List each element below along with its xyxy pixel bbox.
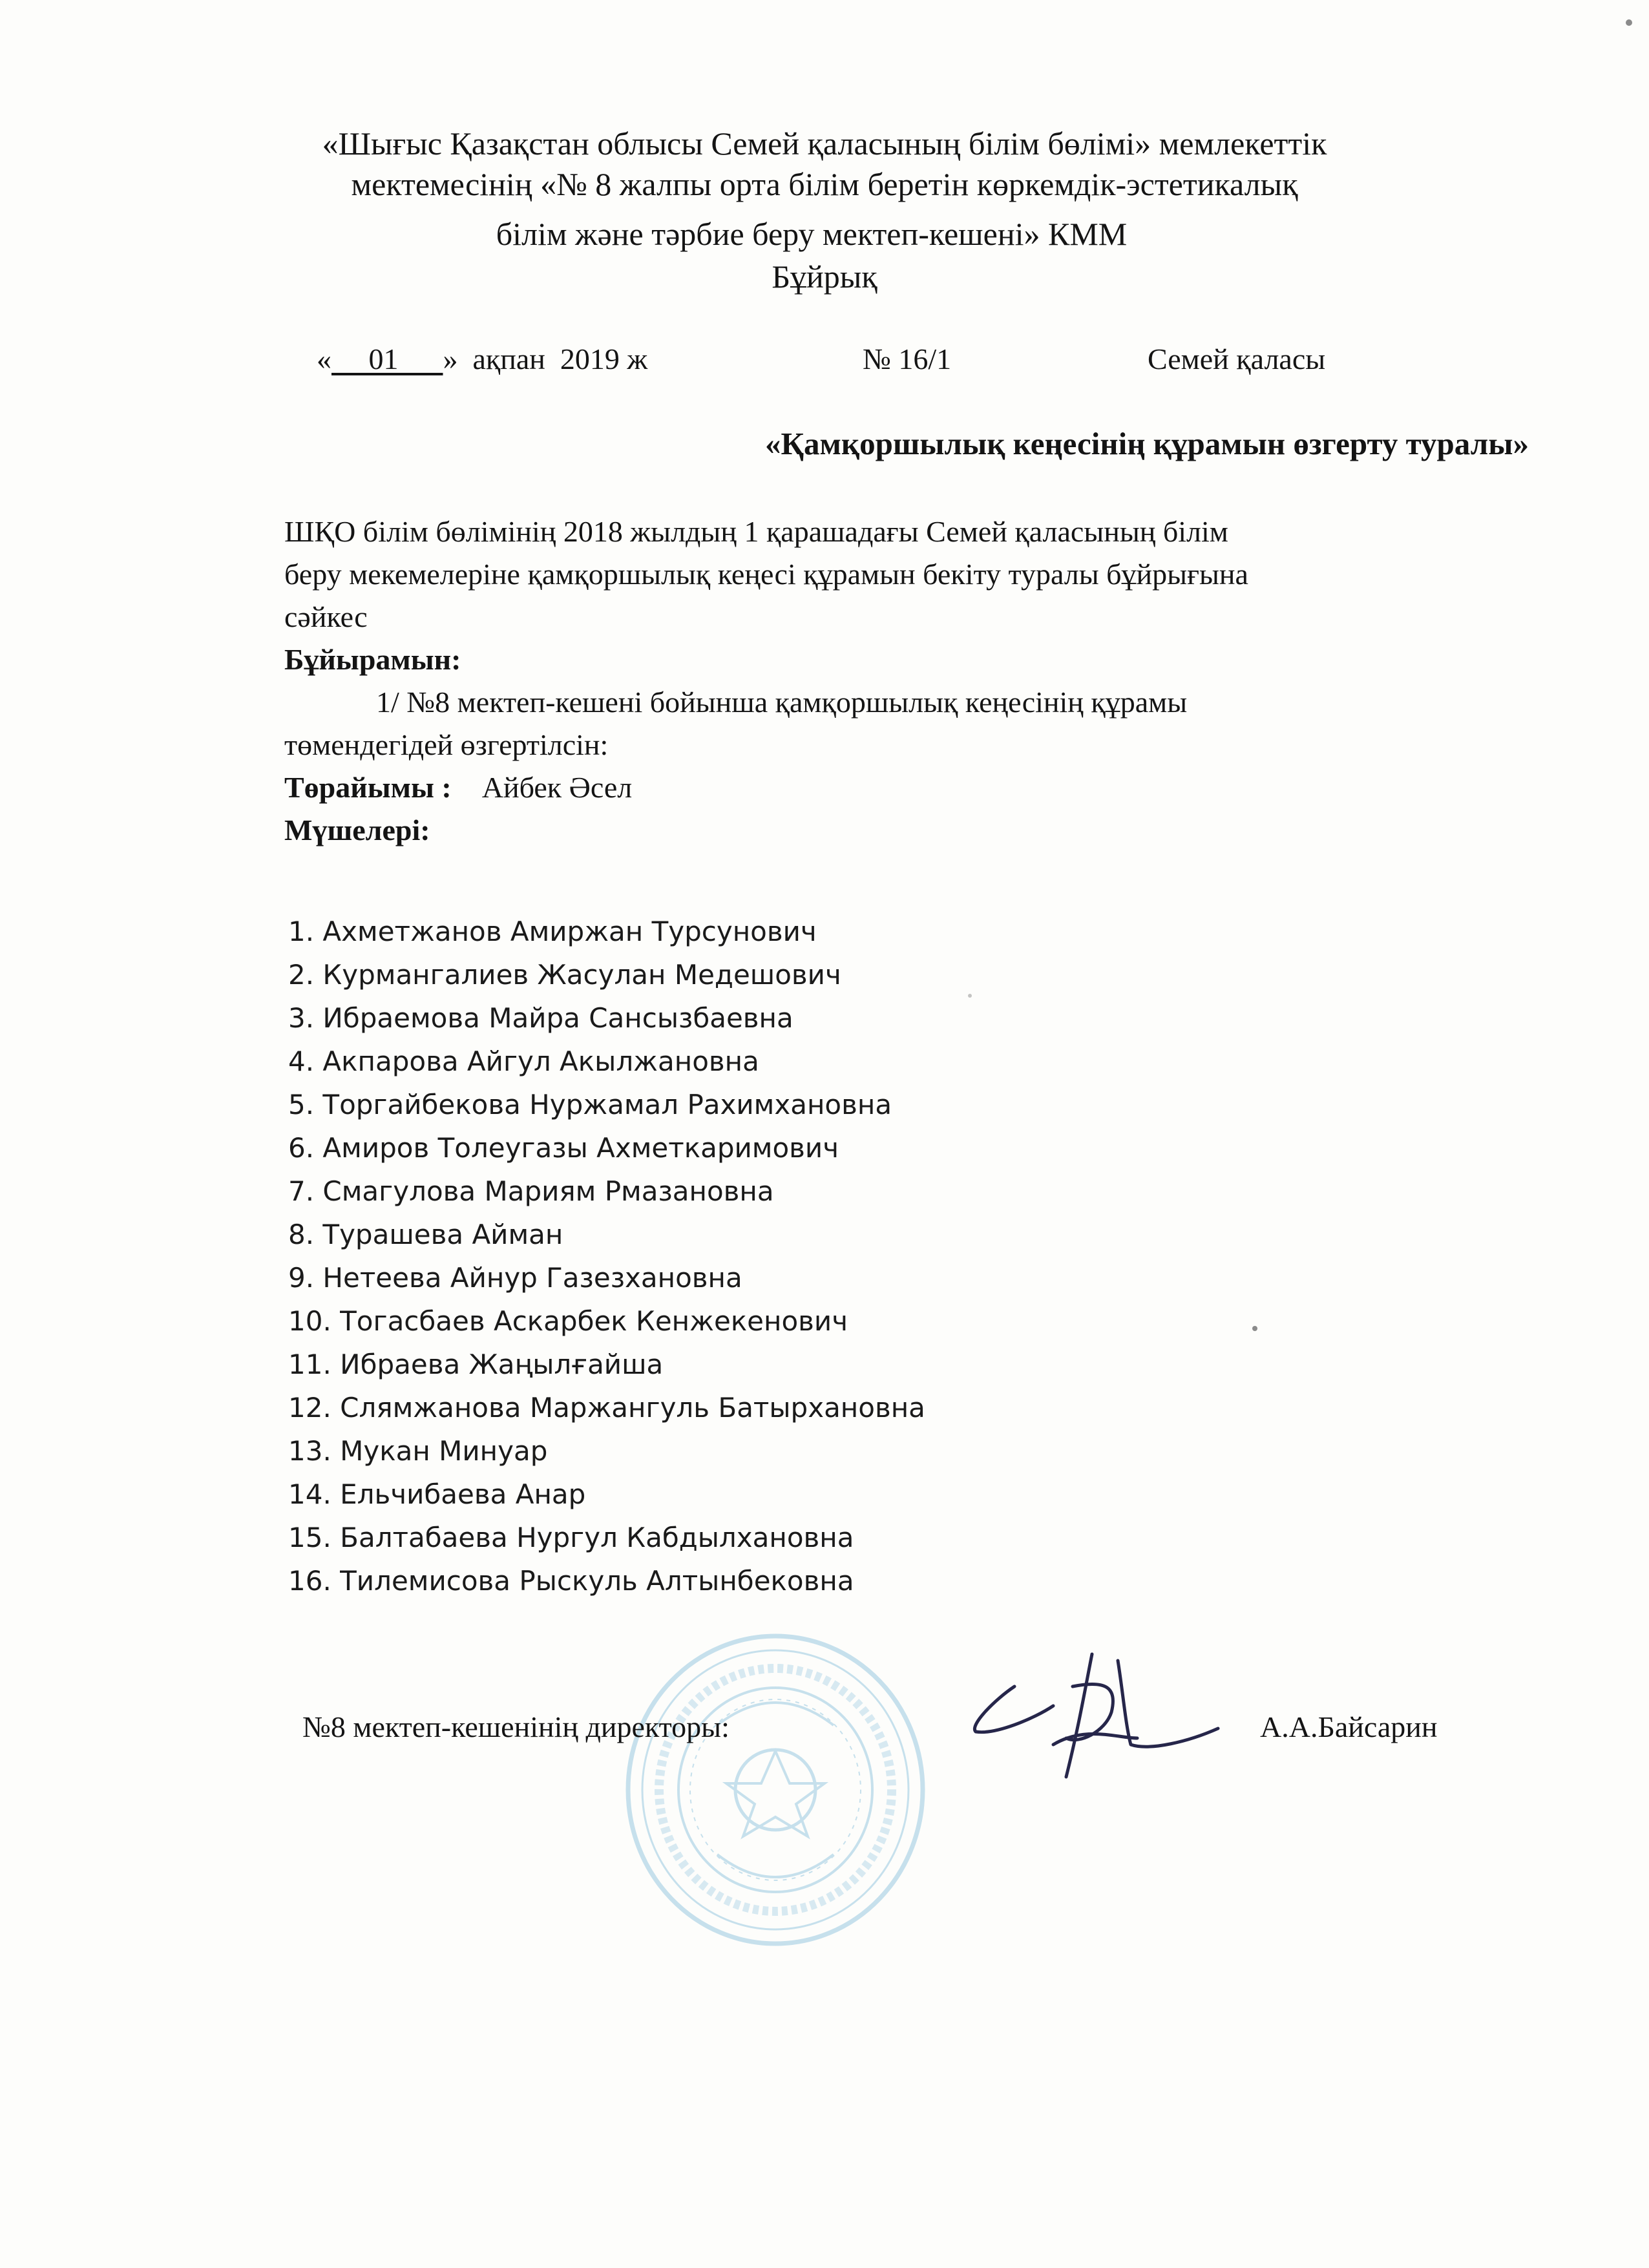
header-line-2: мектемесінің «№ 8 жалпы орта білім беретін көркемдік-эстетикалық [351, 166, 1298, 202]
date-close-quote: » [443, 342, 458, 375]
list-item: 4. Акпарова Айгул Акылжановна [288, 1045, 759, 1077]
list-item: 8. Турашева Айман [288, 1219, 563, 1250]
members-label: Мүшелері: [284, 814, 430, 846]
date-day: 01 [331, 342, 443, 375]
order-subject: «Қамқоршылық кеңесінің құрамын өзгерту туралы» [764, 426, 1529, 461]
list-item: 13. Мукан Минуар [288, 1435, 548, 1467]
list-item: 16. Тилемисова Рыскуль Алтынбековна [288, 1565, 854, 1597]
header-line-3: білім және тәрбие беру мектеп-кешені» КММ [496, 216, 1128, 252]
list-item: 9. Нетеева Айнур Газезхановна [288, 1262, 742, 1294]
list-item: 6. Амиров Толеугазы Ахметкаримович [288, 1132, 839, 1164]
preamble-line-1: ШҚО білім бөлімінің 2018 жылдың 1 қарашадағы Семей қаласының білім [284, 515, 1228, 548]
preamble-line-3: сәйкес [284, 600, 368, 633]
clause-line-1: 1/ №8 мектеп-кешені бойынша қамқоршылық кеңесінің құрамы [376, 686, 1188, 719]
order-city: Семей қаласы [1148, 342, 1326, 375]
list-item: 12. Слямжанова Маржангуль Батырхановна [288, 1392, 925, 1423]
chair-label: Төрайымы : [284, 771, 452, 804]
members-list [288, 910, 925, 1602]
order-label: Бұйырамын: [284, 643, 461, 676]
chair-name: Айбек Әсел [481, 771, 633, 804]
list-item: 11. Ибраева Жаңылғайша [288, 1349, 664, 1380]
date-open-quote: « [317, 342, 331, 375]
list-item: 3. Ибраемова Майра Сансызбаевна [288, 1002, 793, 1034]
director-name: А.А.Байсарин [1260, 1710, 1438, 1743]
list-item: 2. Курмангалиев Жасулан Медешович [288, 959, 841, 991]
chair-row [284, 766, 632, 809]
list-item: 5. Торгайбекова Нуржамал Рахимхановна [288, 1089, 892, 1120]
order-number: № 16/1 [863, 342, 952, 375]
date-month-year: ақпан 2019 ж [457, 342, 648, 375]
list-item: 14. Ельчибаева Анар [288, 1478, 586, 1510]
signature-icon [956, 1648, 1228, 1803]
order-date [317, 341, 647, 377]
scan-speck [1252, 1326, 1257, 1331]
list-item: 7. Смагулова Мариям Рмазановна [288, 1175, 774, 1207]
list-item: 15. Балтабаева Нургул Кабдылхановна [288, 1522, 854, 1553]
scan-speck [1626, 19, 1632, 26]
official-stamp-icon [620, 1628, 930, 1951]
preamble-line-2: беру мекемелеріне қамқоршылық кеңесі құрамын бекіту туралы бұйрығына [284, 558, 1248, 591]
list-item: 10. Тогасбаев Аскарбек Кенжекенович [288, 1305, 848, 1337]
header-line-1: «Шығыс Қазақстан облысы Семей қаласының білім бөлімі» мемлекеттік [322, 125, 1327, 162]
doc-type-title: Бұйрық [772, 258, 877, 295]
director-position: №8 мектеп-кешенінің директоры: [302, 1710, 730, 1743]
scan-speck [968, 994, 972, 998]
clause-line-2: төмендегідей өзгертілсін: [284, 728, 609, 761]
list-item: 1. Ахметжанов Амиржан Турсунович [288, 916, 817, 947]
